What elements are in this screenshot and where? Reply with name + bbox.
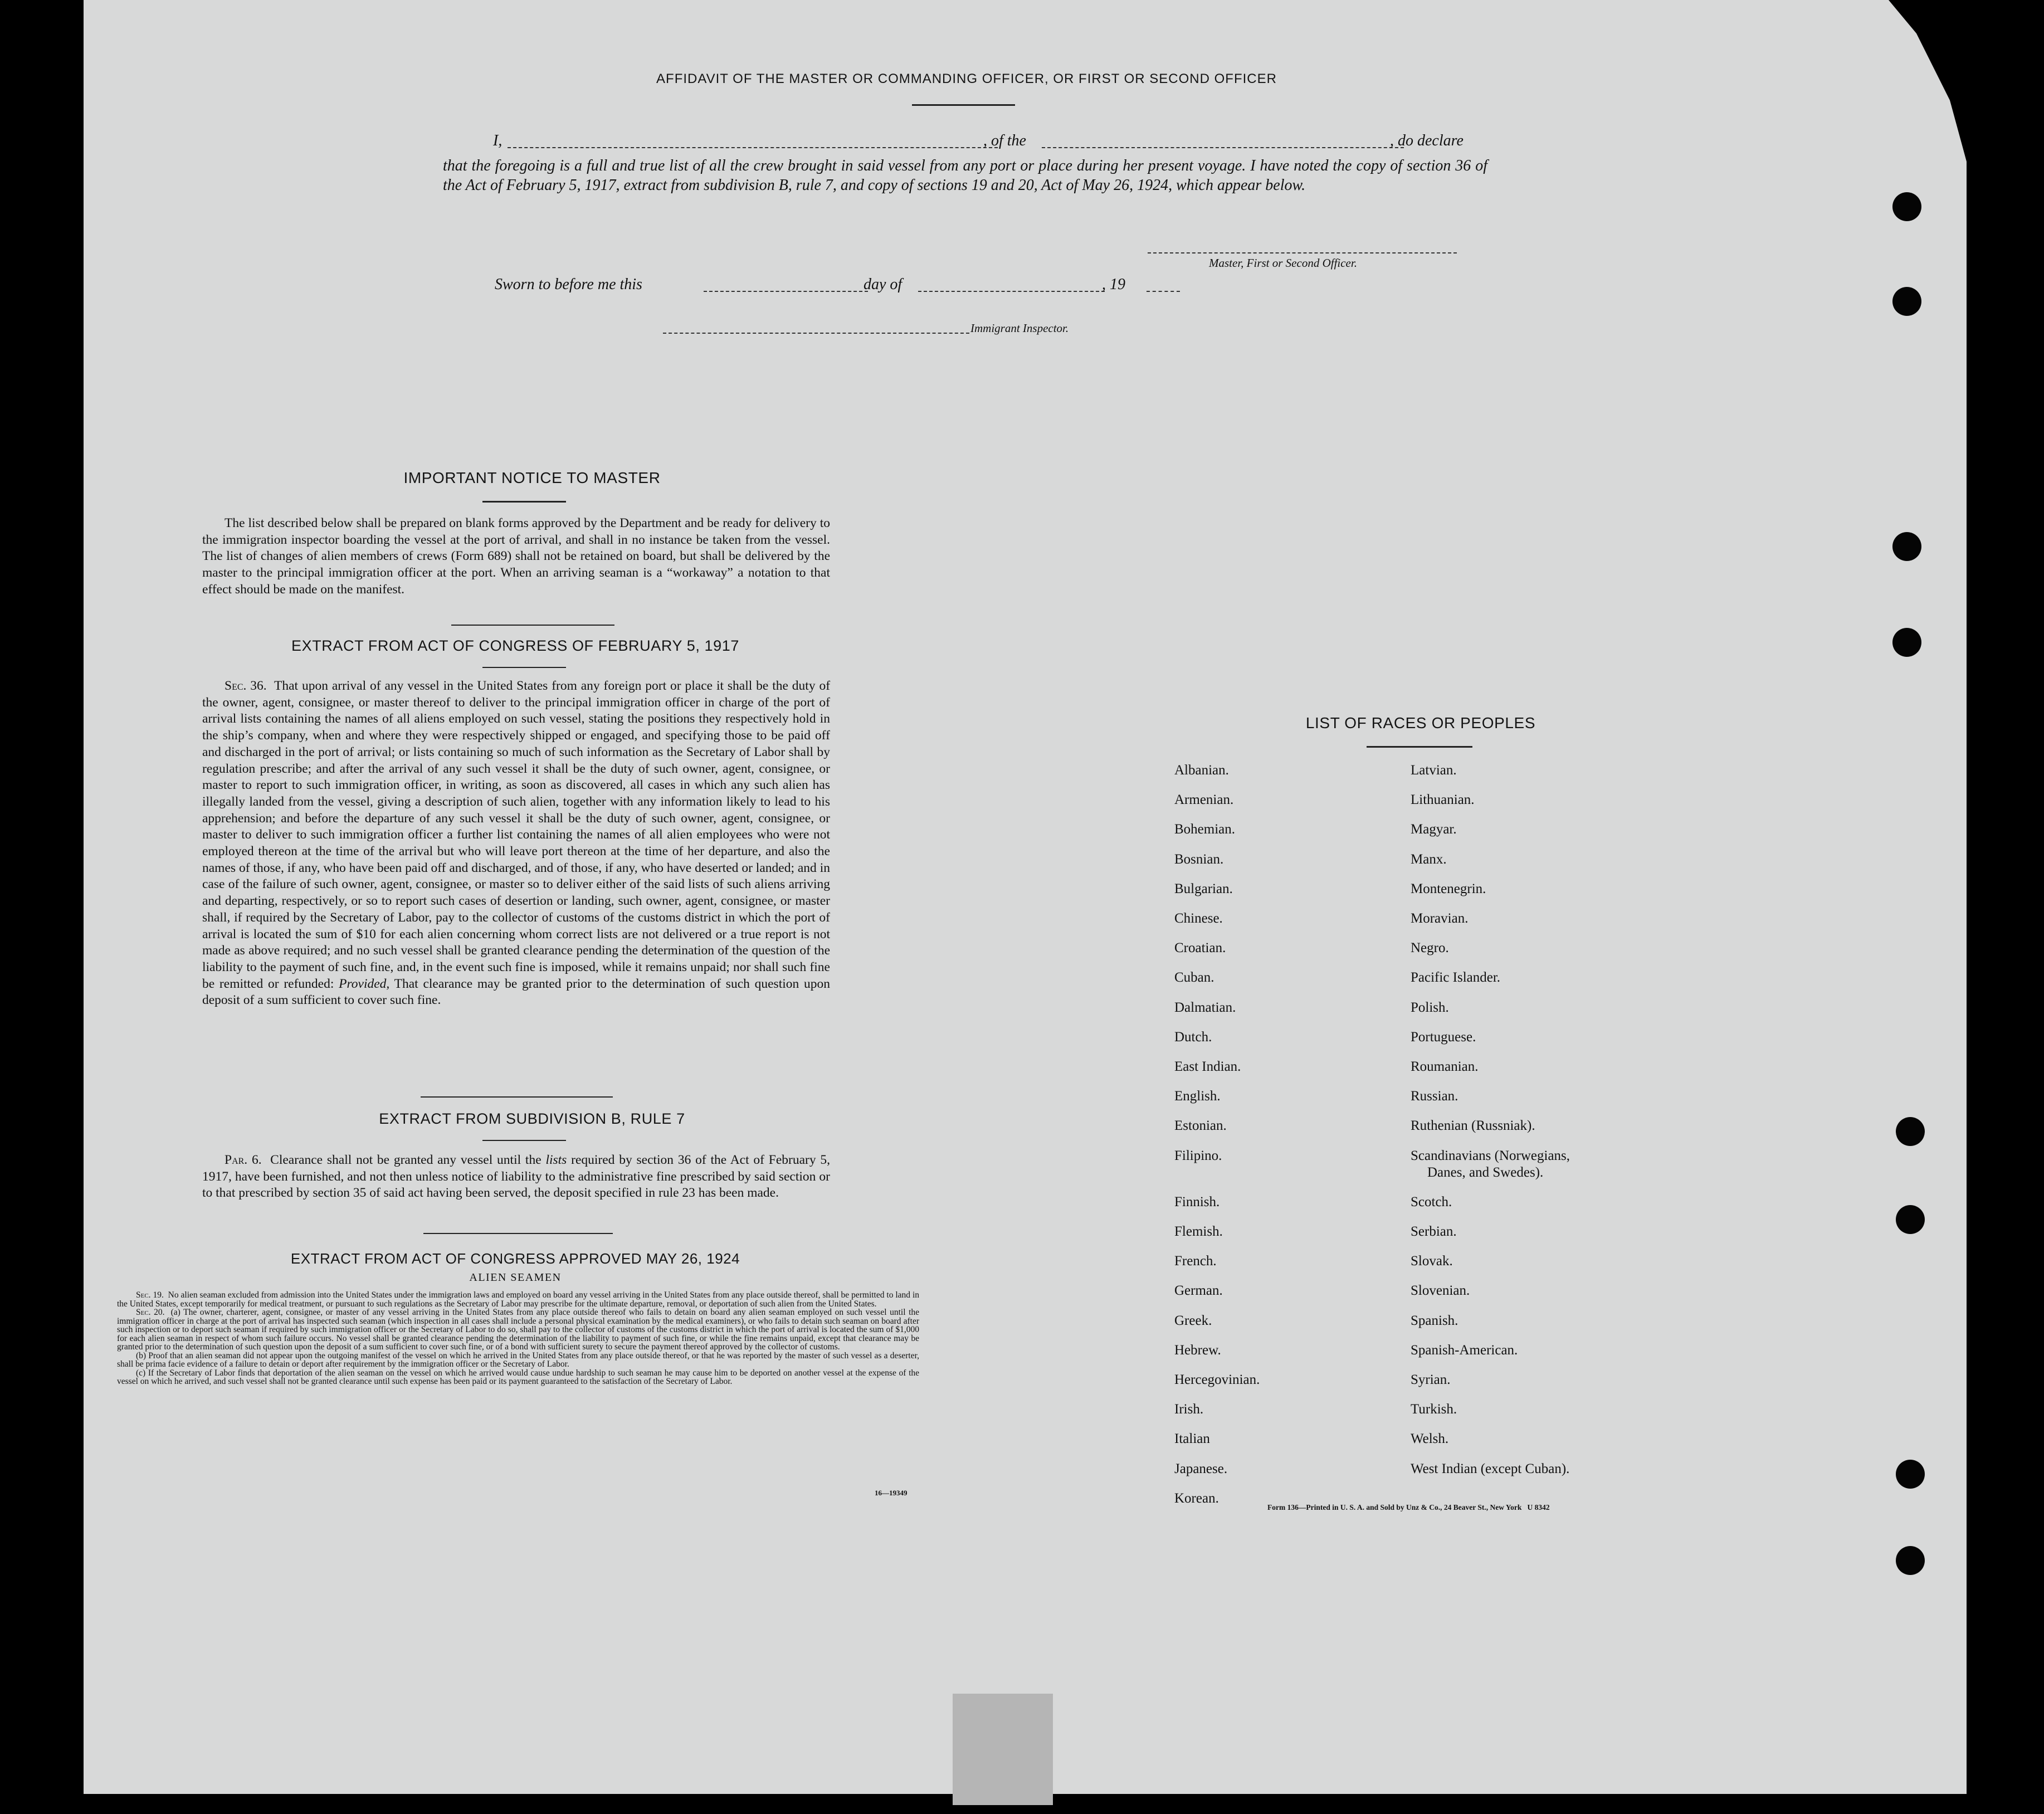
sworn-text: Sworn to before me this [495, 276, 642, 293]
punch-hole [1892, 532, 1921, 561]
rule7-lists: lists [545, 1153, 567, 1167]
race-item: Slovenian. [1411, 1283, 1470, 1299]
rule7-text-a: Clearance shall not be granted any vessel until the [270, 1153, 542, 1167]
punch-hole [1896, 1205, 1925, 1234]
sworn-year: , 19 [1102, 276, 1125, 293]
act1917-sec: Sec. 36. [225, 679, 267, 693]
race-item: Albanian. [1174, 763, 1229, 778]
sec19-paragraph [117, 1291, 919, 1308]
notice-rule [482, 501, 566, 503]
sworn-day-blank[interactable] [704, 291, 868, 292]
act1917-rule [482, 667, 566, 668]
sec20a-paragraph [117, 1308, 919, 1352]
race-item: Bosnian. [1174, 851, 1224, 867]
sworn-month-blank[interactable] [918, 291, 1105, 292]
sec19-text: No alien seaman excluded from admission into the United States under the immigration laws and employed on board any vessel arriving in the United States from any place outside thereof, shall be permitted to land in the United States, except temporarily for medical treatment, or pursuant to such regulations as the Secretary of Labor may prescribe for the ultimate departure, removal, or deportation of such alien from the United States. [117, 1290, 920, 1309]
punch-hole [1896, 1117, 1925, 1146]
race-item: Serbian. [1411, 1224, 1457, 1239]
name-blank[interactable] [508, 147, 998, 148]
race-item: Flemish. [1174, 1224, 1223, 1239]
sworn-day-of: day of [864, 276, 903, 293]
punch-hole [1892, 628, 1921, 657]
race-item: West Indian (except Cuban). [1411, 1461, 1570, 1476]
race-item: Italian [1174, 1431, 1210, 1447]
race-item: Dutch. [1174, 1029, 1212, 1045]
race-item: Cuban. [1174, 970, 1214, 986]
race-item: Scotch. [1411, 1194, 1452, 1210]
sec20-label: Sec. 20. [136, 1308, 165, 1317]
race-item: English. [1174, 1089, 1221, 1104]
race-item: Croatian. [1174, 940, 1226, 956]
notice-title: IMPORTANT NOTICE TO MASTER [403, 469, 661, 486]
rule7-rule [482, 1140, 566, 1141]
race-item: Russian. [1411, 1089, 1458, 1104]
races-title: LIST OF RACES OR PEOPLES [1305, 714, 1536, 732]
act1924-title: EXTRACT FROM ACT OF CONGRESS APPROVED MAY 26, 1924 [290, 1250, 740, 1267]
race-item: Polish. [1411, 999, 1449, 1015]
sec20a-text: (a) The owner, charterer, agent, consignee, or master of any vessel arriving in the United States from any place outside thereof who fails to detain on board any alien seaman employed on such vessel until the immigration officer in charge at the port of arrival has inspected such seaman (which inspection in all cases shall include a personal physical examination by the medical examiners), or who fails to detain such seaman on board after such inspection or to deport such seaman if required by such immigration officer or the Secretary of Labor to do so, shall pay to the collector of customs of the customs district in which the port of arrival is located the sum of $1,000 for each alien seaman in respect of whom such failure occurs. No vessel shall be granted clearance pending the determination of the liability to payment of such fine, or while the fine remains unpaid, except that clearance may be granted prior to the determination of such question upon the deposit of a sum sufficient to cover such fine, or of a bond with sufficient surety to secure the payment thereof approved by the collector of customs. [117, 1308, 919, 1352]
race-item: Hebrew. [1174, 1342, 1221, 1358]
inspector-blank[interactable] [663, 333, 969, 334]
declaration-of: , of the [983, 132, 1026, 149]
sec19-label: Sec. 19. [136, 1290, 164, 1300]
affidavit-title: AFFIDAVIT OF THE MASTER OR COMMANDING OFFICER, OR FIRST OR SECOND OFFICER [656, 71, 1277, 86]
race-item-continuation: Danes, and Swedes). [1427, 1164, 1544, 1180]
paper-stub [953, 1694, 1053, 1805]
race-item: Bohemian. [1174, 822, 1236, 837]
race-item: Latvian. [1411, 763, 1457, 778]
race-item: Roumanian. [1411, 1059, 1479, 1074]
race-item: Pacific Islander. [1411, 970, 1501, 986]
form-code: 16—19349 [875, 1489, 908, 1497]
sec20c-paragraph: (c) If the Secretary of Labor finds that deportation of the alien seaman on the vessel on which he arrived would cause undue hardship to such seaman he may cause him to be deported on another vessel at the expense of the vessel on which he arrived, and such vessel shall not be granted clearance until such expense has been paid or its payment guaranteed to the satisfaction of the Secretary of Labor. [117, 1368, 919, 1386]
race-item: Spanish-American. [1411, 1342, 1518, 1358]
race-item: Chinese. [1174, 911, 1223, 926]
race-item: Hercegovinian. [1174, 1372, 1260, 1387]
race-item: Slovak. [1411, 1254, 1453, 1269]
punch-hole [1892, 287, 1921, 316]
race-item: Finnish. [1174, 1194, 1220, 1210]
declaration-body: that the foregoing is a full and true list of all the crew brought in said vessel from any port or place during her present voyage. I have noted the copy of section 36 of the Act of February 5, 1917, extract from subdivision B, rule 7, and copy of sections 19 and 20, Act of May 26, 1924, which appear below. [443, 157, 1487, 194]
act1917-title: EXTRACT FROM ACT OF CONGRESS OF FEBRUARY 5, 1917 [291, 637, 739, 654]
declaration-line [493, 132, 1487, 152]
act1917-text [202, 678, 830, 1009]
punch-hole [1896, 1460, 1925, 1489]
race-item: Ruthenian (Russniak). [1411, 1118, 1535, 1134]
inspector-label: Immigrant Inspector. [970, 321, 1069, 335]
race-item: French. [1174, 1254, 1217, 1269]
sec20b-paragraph: (b) Proof that an alien seaman did not appear upon the outgoing manifest of the vessel on which he arrived in the United States from any place outside thereof, or that he was reported by the master of such vessel as a deserter, shall be prima facie evidence of a failure to detain or deport after requirement by the immigration officer or the Secretary of Labor. [117, 1350, 919, 1369]
declaration-i: I, [493, 132, 503, 149]
race-item: East Indian. [1174, 1059, 1241, 1074]
race-item: Dalmatian. [1174, 999, 1236, 1015]
race-item: Scandinavians (Norwegians, [1411, 1148, 1570, 1163]
races-rule [1367, 746, 1472, 748]
race-item: Syrian. [1411, 1372, 1451, 1387]
notice-text [202, 515, 830, 598]
punch-hole [1896, 1546, 1925, 1575]
sworn-line [495, 276, 1219, 298]
sworn-year-blank[interactable] [1147, 291, 1180, 292]
act1917-body: That upon arrival of any vessel in the United States from any foreign port or place it shall be the duty of the owner, agent, consignee, or master thereof to deliver to the principal immigration officer in charge of the port of arrival lists containing the names of all aliens employed on such vessel, stating the positions they respectively hold in the ship’s company, when and where they were respectively shipped or engaged, and specifying those to be paid off and discharged in the port of arrival; or lists containing so much of such information as the Secretary of Labor shall by regulation prescribe; and after the arrival of any such vessel it shall be the duty of such owner, agent, consignee, or master to report to such immigration officer, in writing, as soon as discovered, all cases in which any such alien has illegally landed from the vessel, giving a description of such alien, together with any information likely to lead to his apprehension; and before the departure of any such vessel it shall be the duty of such owner, agent, consignee, or master to deliver to such immigration officer a further list containing the names of all alien employees who were not employed thereon at the time of the arrival but who will leave port thereon at the time of her departure, and also the names of those, if any, who have been paid off and discharged, and of those, if any, who have deserted or landed; and in case of the failure of such owner, agent, consignee, or master so to deliver either of the said lists of such aliens arriving and departing, respectively, or so to report such cases of desertion or landing, such owner, agent, consignee, or master shall, if required by the Secretary of Labor, pay to the collector of customs of the customs district in which the port of arrival is located the sum of $10 for each alien concerning whom correct lists are not delivered or a true report is not made as above required; and no such vessel shall be granted clearance pending the determination of the question of the liability to the payment of such fine, and, in the event such fine is imposed, while it remains unpaid; nor shall such fine be remitted or refunded: [202, 679, 831, 991]
race-item: Portuguese. [1411, 1029, 1476, 1045]
rule7-title: EXTRACT FROM SUBDIVISION B, RULE 7 [379, 1110, 685, 1127]
race-item: Spanish. [1411, 1313, 1458, 1328]
race-item: Filipino. [1174, 1148, 1222, 1163]
signature-blank[interactable] [1148, 252, 1457, 253]
race-item: Negro. [1411, 940, 1449, 956]
race-item: Japanese. [1174, 1461, 1228, 1476]
rule7-paragraph [202, 1152, 830, 1202]
act1917-paragraph [202, 678, 830, 1009]
race-item: Korean. [1174, 1490, 1219, 1506]
act1924-text [117, 1291, 919, 1386]
race-item: Bulgarian. [1174, 881, 1233, 896]
race-item: Magyar. [1411, 822, 1457, 837]
punch-hole [1892, 192, 1921, 221]
vessel-blank[interactable] [1042, 147, 1404, 148]
race-item: Greek. [1174, 1313, 1212, 1328]
race-item: Lithuanian. [1411, 792, 1475, 808]
act1917-tail: That clearance may be granted prior to the determination of such question upon deposit of a sum sufficient to cover such fine. [202, 976, 831, 1008]
rule7-text [202, 1152, 830, 1202]
printer-footer: Form 136—Printed in U. S. A. and Sold by Unz & Co., 24 Beaver St., New York U 8342 [1267, 1503, 1550, 1511]
rule7-text-b: required by section 36 of the Act of February 5, 1917, have been furnished, and not then unless notice of liability to the administrative fine prescribed by said section or to that prescribed by section 35 of said act having been served, the deposit specified in rule 23 has been made. [202, 1153, 831, 1201]
notice-paragraph: The list described below shall be prepared on blank forms approved by the Department and be ready for delivery to the immigration inspector boarding the vessel at the port of arrival, and shall in no instance be taken from the vessel. The list of changes of alien members of crews (Form 689) shall not be retained on board, but shall be delivered by the master to the principal immigration officer at the port. When an arriving seaman is a “workaway” a notation to that effect should be made on the manifest. [202, 516, 830, 597]
race-item: Irish. [1174, 1402, 1204, 1417]
rule7-par: Par. 6. [225, 1153, 262, 1167]
section-divider [451, 625, 614, 626]
race-item: German. [1174, 1283, 1223, 1299]
act1924-subtitle: ALIEN SEAMEN [469, 1271, 562, 1284]
section-divider [421, 1096, 613, 1098]
race-item: Moravian. [1411, 911, 1469, 926]
declaration-declare: , do declare [1390, 132, 1464, 149]
race-item: Armenian. [1174, 792, 1234, 808]
title-rule [912, 104, 1015, 106]
race-item: Welsh. [1411, 1431, 1449, 1447]
section-divider [423, 1233, 613, 1234]
act1917-provided: Provided, [339, 976, 390, 991]
race-item: Montenegrin. [1411, 881, 1486, 896]
race-item: Manx. [1411, 851, 1447, 867]
race-item: Turkish. [1411, 1402, 1457, 1417]
race-item: Estonian. [1174, 1118, 1227, 1134]
signature-label: Master, First or Second Officer. [1209, 256, 1357, 270]
